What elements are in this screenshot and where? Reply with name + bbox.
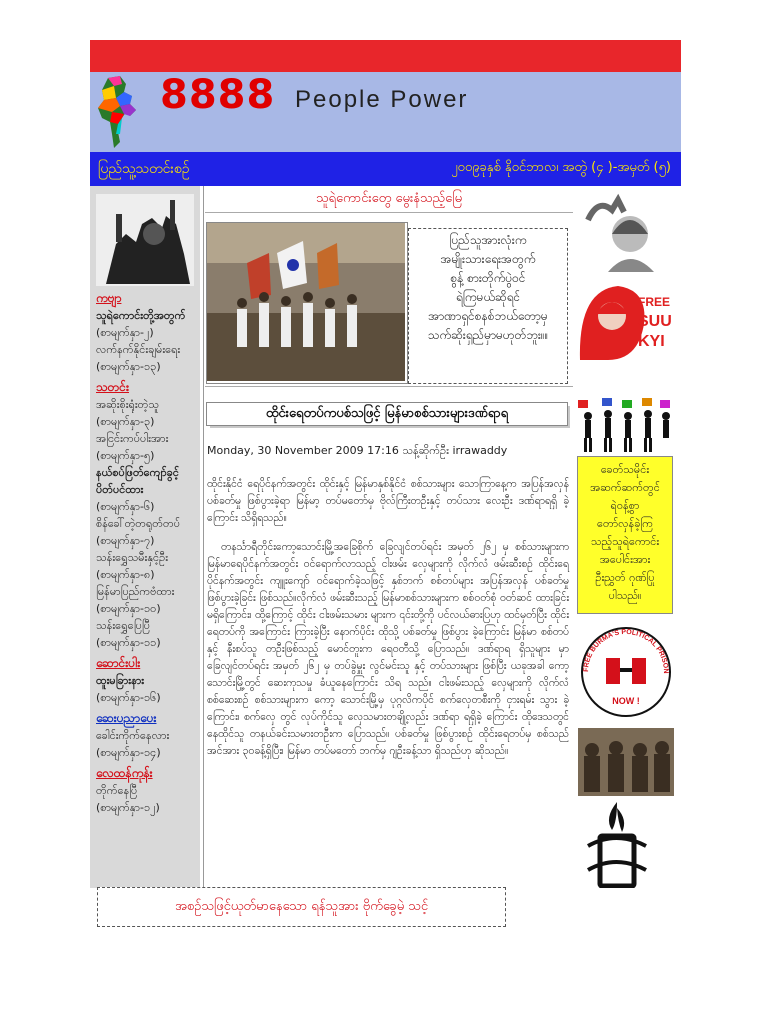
tribute-line: တော်လှန်ခဲ့ကြ	[596, 517, 653, 530]
sidebar-photo	[96, 194, 194, 286]
sidebar-section	[90, 379, 200, 651]
sidebar-section-heading: သတင်း	[96, 380, 129, 394]
tribute-box	[577, 456, 673, 614]
sidebar-section-heading: ဆောင်းပါး	[96, 656, 141, 670]
now-label: NOW !	[612, 696, 640, 706]
sidebar-toc-item[interactable]: သန်းရွှေသမီးနှင့်ဦး	[96, 551, 169, 564]
candle-logo	[582, 800, 652, 888]
tribute-line: ရဲဝန့်စွာ	[610, 499, 640, 512]
sidebar-toc-item[interactable]: လက်နက်နိုင်းချမ်းရေး	[96, 343, 181, 356]
free-suu-kyi-poster	[578, 280, 676, 362]
sidebar-section-heading: လေထန်ကုန်း	[96, 766, 153, 780]
section-rule	[205, 386, 573, 387]
sidebar-toc-item[interactable]: သန်းရွှေပြေပြီ	[96, 619, 151, 632]
issue-date: ၂၀၀၉ခုနှစ် နိုဝင်ဘာလ၊ အတွဲ (၄ )-အမှတ် (၅)	[451, 160, 671, 175]
publication-label: ပြည်သူ့သတင်းစဉ်	[98, 161, 190, 177]
masthead-number: 8888	[160, 72, 276, 118]
protest-photo	[206, 222, 408, 384]
suu-kyi-portrait	[578, 190, 678, 272]
tribute-line: ဦးညွှတ် ဂုဏ်ပြု	[595, 571, 655, 584]
sidebar-toc-item[interactable]: သူရဲကောင်းတို့အတွက်	[96, 309, 186, 322]
sidebar-section	[90, 290, 200, 375]
sidebar-section	[90, 765, 200, 816]
sidebar-contents	[90, 186, 200, 888]
sidebar-toc-item[interactable]: ခေါင်းကိုက်နေလား	[96, 729, 170, 742]
sidebar-toc-item[interactable]: (စာမျက်နှာ-၁၆)	[96, 691, 161, 704]
quote-line: စွန့် စားတိုက်ပွဲဝင်	[450, 271, 526, 285]
article-dateline: Monday, 30 November 2009 17:16 သန့်ဆိုက်ဦး irrawaddy	[207, 444, 508, 457]
tribute-line: ပါသည်။	[608, 589, 642, 602]
column-divider	[203, 186, 204, 888]
suu-label: SUU	[638, 313, 672, 330]
sidebar-toc-item[interactable]: (စာမျက်နှာ-၈)	[96, 568, 155, 581]
sidebar-toc-item[interactable]: (စာမျက်နှာ-၇)	[96, 534, 155, 547]
quote-line: သက်ဆိုးရှည်မှာမဟုတ်ဘူး။။	[427, 328, 549, 342]
masthead-title: People Power	[295, 86, 469, 113]
issue-bar	[90, 152, 681, 186]
sidebar-toc-item[interactable]: (စာမျက်နှာ-၁၀)	[96, 602, 161, 615]
sidebar-toc-item[interactable]: (စာမျက်နှာ-၁၁)	[96, 636, 161, 649]
article-paragraph: တနင်္သာရီတိုင်းကော့သောင်းမြို့အခြေစိုက် ခြေလျင်တပ်ရင်း အမှတ် ၂၆၂ မှ စစ်သားများက မြန်မာရေပိုင်နက်အတွင်း ဝင်ရောက်လာသည့် ငါးဖမ်း လှေများကို လိုက်လံ ဖမ်းဆီးစဉ် ထိုင်းရေပိုင်နက်အတွင်း ကျူးကျော် ဝင်ရောက်ခဲ့သဖြင့် နှစ်ဘက် စစ်တပ်များ အပြန်အလှန် ပစ်ခတ်မှု ဖြစ်ပွားခဲ့ခြင်း ဖြစ်သည်။လိုက်လံ ဖမ်းဆီးသည့် မြန်မာစစ်သားများက စစ်ဝတ်စုံ ဝတ်ဆင် ထားခြင်း မရှိကြောင်း၊ ထို့ကြောင့် ထိုင်း ငါးဖမ်းသမား များက ၎င်းတို့ကို ပင်လယ်ဓားပြဟု ထင်မှတ်ပြီး ထိုင်းရေတပ်ကို အကြောင်း ကြားခဲ့ပြီး နောက်ပိုင်း ထိုသို့ ပစ်ခတ်မှု ဖြစ်ပွား ခဲ့ကြောင်း မြန်မာ စစ်တပ်နှင့် နီးစပ်သူ တဦးဖြစ်သည့် မောင်တူးက ရေဝတီသို့ ပြောသည်။ ဒဏ်ရာရ ရှိသူများ မှာ ခြေလျင်တပ်ရင်း အမှတ် ၂၆၂ မှ တပ်ခွဲမှူး လွင်မင်းသူ နှင့် တပ်သားများ ဖြစ်ပြီး ယခုအခါ ကော့သောင်းမြို့တွင် ဆေးကုသမှု ခံယူနေကြောင်း သိရ သည်။ ငါးဖမ်းသည့် လှေများကို လိုက်လံ စစ်ဆေးစဉ် စစ်သားများက ကော့ သောင်းမြို့မှ ပုဂ္ဂလိကပိုင် စက်လှေတစီးကို ငှားရမ်း သွား ခဲ့ကြောင်း၊ စက်လှေ တွင် လုပ်ကိုင်သူ လှေသမားတချို့လည်း ဒဏ်ရာ ရရှိခဲ့ ကြောင်း ထိုဒေသတွင် နေထိုင်သူ တနယ်ခင်းသမားတဦးက ပြောသည်။ ပစ်ခတ်မှု ဖြစ်ပွားစဉ် ထိုင်းရေတပ်မှ စစ်သည်အင်အား ၃၀ခန့်ရှိပြီး၊ မြန်မာ တပ်မတော် ဘက်မှ ဂျဦးခန့်သာ ရှိသည်ဟု ဆိုသည်။	[207, 541, 569, 757]
monks-photo	[578, 728, 674, 796]
sidebar-toc-item[interactable]: (စာမျက်နှာ-၁၄)	[96, 746, 161, 759]
top-story-headline: သူရဲကောင်းတွေ မွေးနံသည့်မြေ	[315, 191, 463, 206]
sidebar-toc-item[interactable]: (စာမျက်နှာ-၃)	[96, 415, 155, 428]
headline-rule	[205, 212, 573, 213]
quote-line: အာဏာရှင်စနစ်ဘယ်တော့မှ	[428, 309, 548, 323]
sidebar-toc-item[interactable]: (စာမျက်နှာ-၁၂)	[96, 801, 160, 814]
sidebar-toc-item[interactable]: အဆိုးစိုးရုံးတဲ့သူ	[96, 398, 159, 411]
sidebar-toc-item[interactable]: (စာမျက်နှာ-၆)	[96, 500, 155, 513]
quote-line: ရဲကြမယ်ဆိုရင်	[455, 290, 521, 304]
article-paragraph: ထိုင်းနိုင်ငံ ရေပိုင်နက်အတွင်း ထိုင်းနှင့် မြန်မာနှစ်နိုင်ငံ စစ်သားများ သောကြာနေ့က အပြန်အလှန် ပစ်ခတ်မှု ဖြစ်ပွားခဲ့ရာ မြန်မာ့ တပ်မတော်မှ ဗိုလ်ကြီးတဦးနှင့် တပ်သား လေးဦး ဒဏ်ရာရရှိ ခဲ့ကြောင်း သိရှိရသည်။	[207, 478, 569, 524]
tribute-line: အဆက်ဆက်တွင်	[590, 481, 660, 494]
quote-line: အမျိုးသားရေးအတွက်	[440, 252, 536, 266]
free-label: FREE	[638, 295, 671, 309]
sidebar-toc-item[interactable]: ပိတ်ပင်ထား	[96, 483, 144, 496]
marching-figures-graphic	[574, 398, 674, 454]
sidebar-toc-item[interactable]: မြန်မာပြည်ကဗံထား	[96, 585, 175, 598]
quote-line: ပြည်သူအားလုံးက	[449, 233, 527, 247]
sidebar-toc-item[interactable]: နယ်စပ်ဖြတ်ကျော်ခွင့်	[96, 466, 179, 479]
tribute-line: ခေတ်သမိုင်း	[600, 463, 650, 476]
sidebar-section	[90, 710, 200, 761]
sidebar-section-heading: ဆေးပညာပေး	[96, 711, 157, 725]
political-prisoners-label: FREE BURMA'S POLITICAL PRISON	[582, 628, 670, 674]
burma-map-logo	[90, 72, 150, 152]
sidebar-section-list	[90, 290, 200, 816]
sidebar-toc-item[interactable]: (စာမျက်နှာ-၁၃)	[96, 360, 161, 373]
sidebar-section-heading: ကဗျာ	[96, 291, 122, 305]
sidebar-toc-item[interactable]: (စာမျက်နှာ-၂)	[96, 326, 154, 339]
bottom-banner: အစဉ်သဖြင့်ယုတ်မာနေသော ရန်သူအား ဗိုက်ခွေမဲ့ သင့်	[97, 887, 506, 927]
sidebar-toc-item[interactable]: အငြင်းကပ်ပါးအား	[96, 432, 169, 445]
tribute-line: သည့်သူရဲကောင်း	[590, 535, 660, 548]
political-prisoners-badge	[576, 620, 676, 720]
sidebar-toc-item[interactable]: (စာမျက်နှာ-၅)	[96, 449, 155, 462]
sidebar-toc-item[interactable]: ထူးမခြားနား	[96, 674, 145, 687]
article-body	[207, 476, 569, 772]
kyi-label: KYI	[638, 333, 665, 350]
sidebar-section	[90, 655, 200, 706]
sidebar-toc-item[interactable]: စိန်ခေါ်တဲ့တရုတ်တပ်	[96, 517, 181, 530]
article-title: ထိုင်းရေတပ်ကပစ်သဖြင့် မြန်မာစစ်သားများဒဏ်ရာရ	[206, 402, 568, 426]
sidebar-toc-item[interactable]: တိုက်နေပြီ	[96, 784, 138, 797]
top-red-bar	[90, 40, 681, 72]
quote-box	[408, 228, 568, 384]
tribute-line: အပေါင်းအား	[599, 553, 651, 566]
